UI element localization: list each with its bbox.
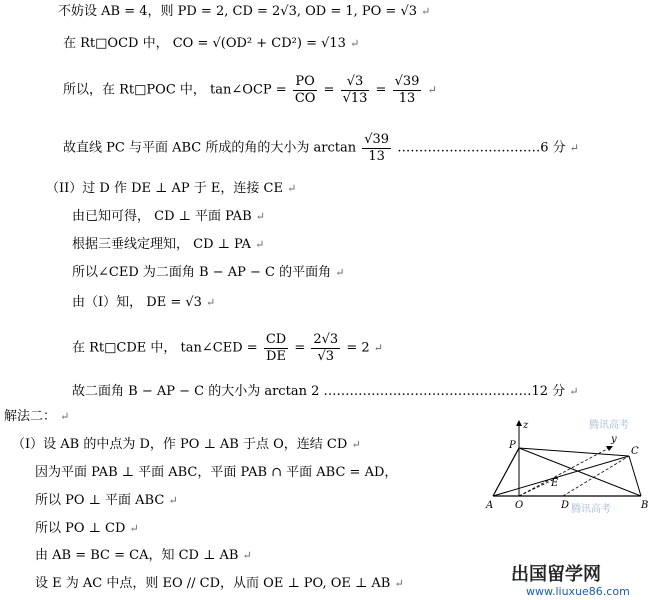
- y-axis: [519, 448, 609, 496]
- line-4: 故直线 PC 与平面 ABC 所成的角的大小为 arctan $\frac{√39}{13}$ ……………………………6 分 ↵: [63, 132, 579, 164]
- z-axis-arrow: [516, 420, 522, 426]
- line-16: 所以 PO ⊥ CD ↵: [35, 521, 139, 536]
- geometry-diagram: [481, 416, 653, 524]
- fraction-po-co: $\frac{PO}{CO}$: [294, 74, 316, 106]
- line-12-heading: 解法二： ↵: [4, 409, 70, 424]
- fraction-sqrt3-sqrt13: $\frac{√3}{√13}$: [342, 74, 368, 106]
- fraction-sqrt39-13: $\frac{√39}{13}$: [394, 74, 420, 106]
- label-E: E: [551, 478, 559, 489]
- label-D: D: [561, 500, 570, 511]
- segment-DC: [563, 456, 629, 496]
- line-11: 故二面角 B − AP − C 的大小为 arctan 2 …………………………………………12 分 ↵: [72, 384, 579, 399]
- label-C: C: [631, 446, 639, 457]
- label-B: B: [641, 500, 649, 511]
- fraction-arctan: $\frac{√39}{13}$: [364, 132, 390, 164]
- y-axis-arrow: [606, 446, 613, 451]
- line-17: 由 AB = BC = CA，知 CD ⊥ AB ↵: [35, 548, 252, 563]
- line-5: （II）过 D 作 DE ⊥ AP 于 E，连接 CE ↵: [46, 181, 297, 196]
- label-A: A: [486, 500, 494, 511]
- line-14: 因为平面 PAB ⊥ 平面 ABC，平面 PAB ∩ 平面 ABC = AD，: [35, 465, 398, 480]
- line-1: 不妨设 AB = 4，则 PD = 2, CD = 2√3, OD = 1, PO = √3 ↵: [58, 4, 431, 19]
- line-15: 所以 PO ⊥ 平面 ABC ↵: [35, 493, 178, 508]
- line-2: 在 Rt□OCD 中， CO = √(OD² + CD²) = √13 ↵: [63, 36, 360, 51]
- fraction-2sqrt3-sqrt3: $\frac{2√3}{√3}$: [313, 332, 339, 364]
- watermark-url: www.liuxue86.com: [526, 585, 630, 598]
- line-3: 所以，在 Rt□POC 中， tan∠OCP = $\frac{PO}{CO}$ = $\frac{√3}{√13}$ = $\frac{√39}{13}$ ↵: [63, 74, 437, 106]
- line-6: 由已知可得， CD ⊥ 平面 PAB ↵: [72, 209, 265, 224]
- fraction-cd-de: $\frac{CD}{DE}$: [265, 332, 287, 364]
- label-y: y: [611, 434, 617, 445]
- line-7: 根据三垂线定理知， CD ⊥ PA ↵: [72, 237, 265, 252]
- line-9: 由（I）知， DE = √3 ↵: [72, 295, 216, 310]
- label-z: z: [523, 420, 529, 431]
- label-O: O: [515, 500, 524, 511]
- line-10: 在 Rt□CDE 中， tan∠CED = $\frac{CD}{DE}$ = $\frac{2√3}{√3}$ = 2 ↵: [72, 332, 383, 364]
- watermark-title: 出国留学网: [511, 564, 601, 585]
- line-13: （I）设 AB 的中点为 D，作 PO ⊥ AB 于点 O，连结 CD ↵: [12, 437, 361, 452]
- stamp-top: 腾讯高考: [589, 420, 629, 431]
- line-8: 所以∠CED 为二面角 B − AP − C 的平面角 ↵: [72, 265, 345, 280]
- edge-CB: [629, 456, 641, 496]
- stamp-bottom: 腾讯高考: [571, 504, 611, 515]
- label-P: P: [509, 440, 516, 451]
- edge-PA: [493, 448, 519, 496]
- line-18: 设 E 为 AC 中点，则 EO // CD，从而 OE ⊥ PO, OE ⊥ AB ↵: [35, 576, 404, 591]
